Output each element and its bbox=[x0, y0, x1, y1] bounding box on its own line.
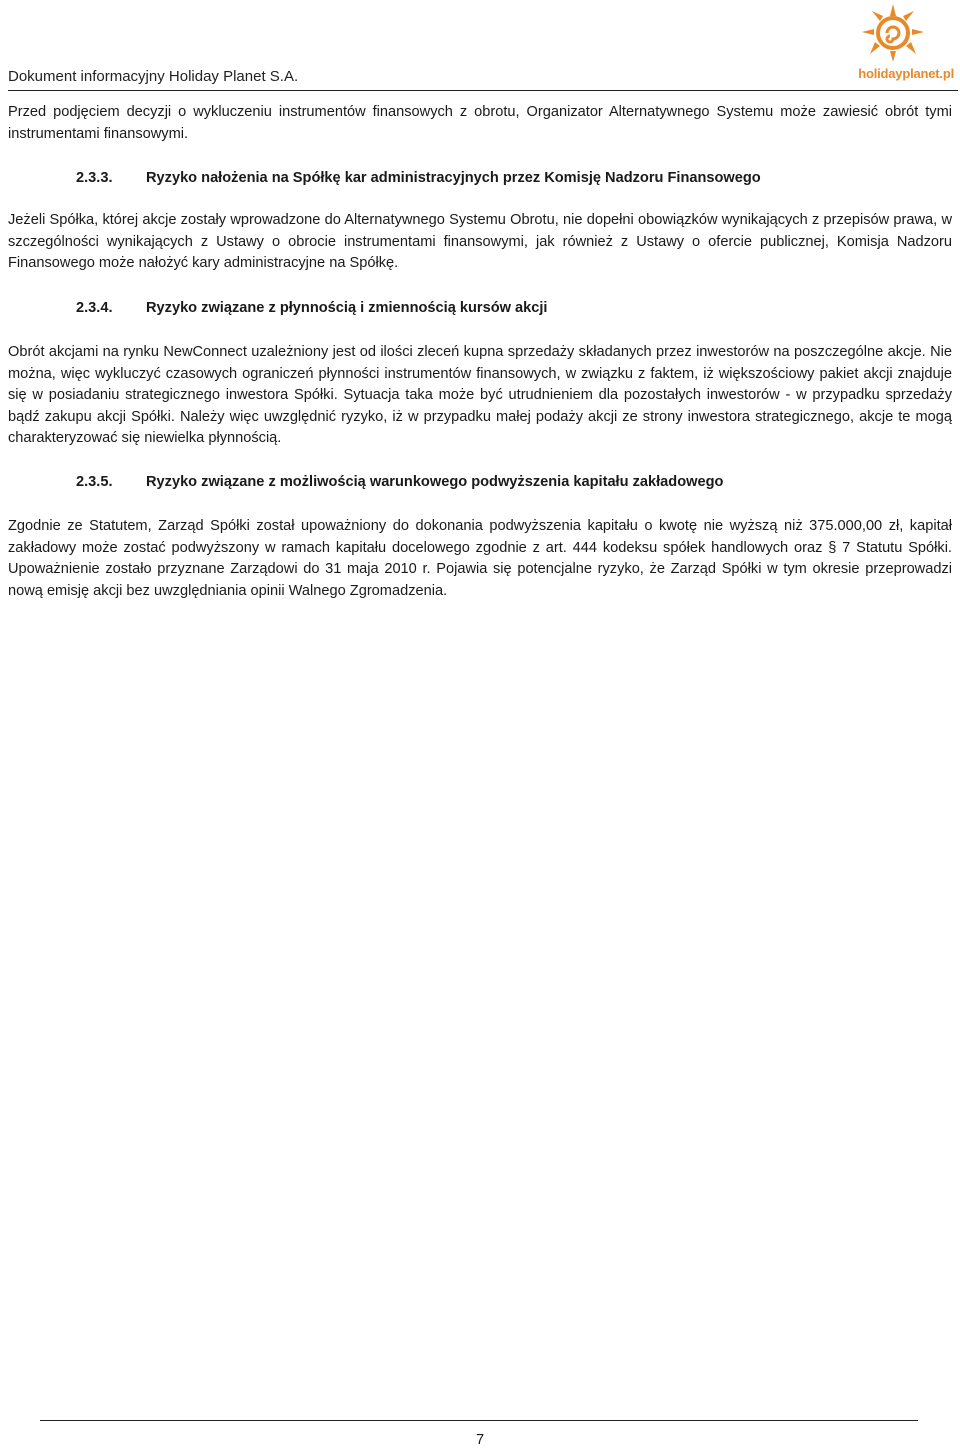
section-title: Ryzyko nałożenia na Spółkę kar administracyjnych przez Komisję Nadzoru Finansowego bbox=[146, 170, 761, 186]
holidayplanet-logo bbox=[834, 2, 954, 82]
section-heading-2-3-4 bbox=[76, 300, 547, 316]
page-number: 7 bbox=[475, 1432, 485, 1448]
header-divider bbox=[8, 90, 958, 91]
section-number: 2.3.5. bbox=[76, 474, 113, 490]
logo-text: holidayplanet.pl bbox=[858, 66, 954, 81]
page-header bbox=[8, 0, 960, 92]
section-title: Ryzyko związane z płynnością i zmiennością kursów akcji bbox=[146, 300, 548, 316]
section-body-2-3-3: Jeżeli Spółka, której akcje zostały wprowadzone do Alternatywnego Systemu Obrotu, nie dopełni obowiązków wynikających z przepisów prawa, w szczególności wynikających z Ustawy o obrocie instrumentami finansowymi, jak również z Ustawy o ofercie publicznej, Komisja Nadzoru Finansowego może nałożyć kary administracyjne na Spółkę. bbox=[8, 212, 952, 272]
intro-paragraph: Przed podjęciem decyzji o wykluczeniu instrumentów finansowych z obrotu, Organizator Alternatywnego Systemu może zawiesić obrót tymi instrumentami finansowymi. bbox=[8, 104, 952, 142]
section-title: Ryzyko związane z możliwością warunkowego podwyższenia kapitału zakładowego bbox=[146, 474, 724, 490]
footer-divider bbox=[40, 1420, 918, 1421]
section-body-2-3-4: Obrót akcjami na rynku NewConnect uzależniony jest od ilości zleceń kupna sprzedaży składanych przez inwestorów na poszczególne akcje. Nie można, więc wykluczyć czasowych ograniczeń płynności instrumentów finansowych, w związku z faktem, iż większościowy pakiet akcji znajduje się w posiadaniu strategicznego inwestora Spółki. Sytuacja taka może być utrudnieniem dla pozostałych inwestorów - w przypadku sprzedaży bądź zakupu akcji Spółki. Należy więc uwzględnić ryzyko, iż w przypadku małej podaży akcji ze strony inwestora strategicznego, akcje te mogą charakteryzować się niewielka płynnością. bbox=[8, 344, 952, 447]
section-heading-2-3-5 bbox=[76, 474, 723, 490]
sun-spiral-icon bbox=[858, 2, 928, 66]
section-heading-2-3-3 bbox=[76, 170, 761, 186]
section-number: 2.3.4. bbox=[76, 300, 113, 316]
document-title: Dokument informacyjny Holiday Planet S.A. bbox=[8, 68, 299, 85]
section-number: 2.3.3. bbox=[76, 170, 113, 186]
section-body-2-3-5: Zgodnie ze Statutem, Zarząd Spółki został upoważniony do dokonania podwyższenia kapitału o kwotę nie wyższą niż 375.000,00 zł, kapitał zakładowy może zostać podwyższony w ramach kapitału docelowego zgodnie z art. 444 kodeksu spółek handlowych oraz § 7 Statutu Spółki. Upoważnienie zostało przyznane Zarządowi do 31 maja 2010 r. Pojawia się potencjalne ryzyko, że Zarząd Spółki w tym okresie przeprowadzi nową emisję akcji bez uwzględniania opinii Walnego Zgromadzenia. bbox=[8, 518, 952, 599]
